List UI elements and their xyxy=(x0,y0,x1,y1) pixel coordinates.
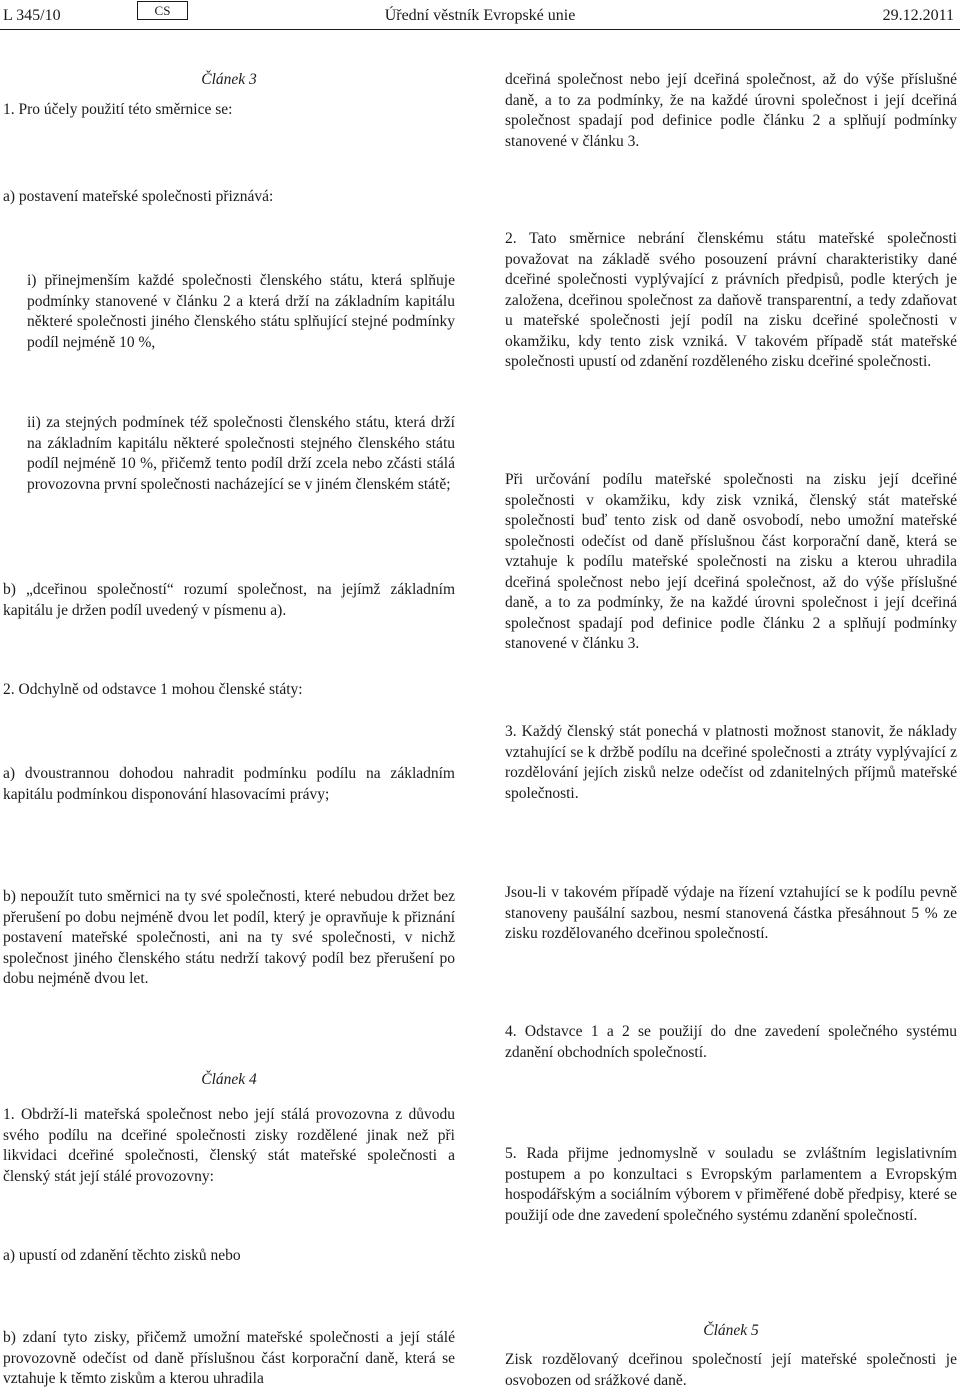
article-3-point-a-ii: ii) za stejných podmínek též společnosti členského státu, která drží na základním kapitálu některé společnosti stejného členského státu podíl nejméně 10 %, přičemž tento podíl drží zcela nebo zčásti stálá provozovna první společnosti nacházející se v jiném členském státě; xyxy=(27,414,455,493)
article-4-paragraph-1: 1. Obdrží-li mateřská společnost nebo její stálá provozovna z důvodu svého podílu na dceřiné společnosti zisky rozdělené jinak než při likvidaci dceřiné společnosti, členský stát mateřské společnosti a členský stát její stálé provozovny: xyxy=(3,1106,455,1185)
article-3-paragraph-2-point-b: b) nepoužít tuto směrnici na ty své společnosti, které nebudou držet bez přerušení po dobu nejméně dvou let podíl, který je opravňuje k přiznání postavení mateřské společnosti, ani na ty své společnosti, v nichž společnost jiného členského státu nedrží takový podíl bez přerušení po dobu nejméně dvou let. xyxy=(3,888,455,987)
article-4-paragraph-5: 5. Rada přijme jednomyslně v souladu se zvláštním legislativním postupem a po konzultaci s Evropským parlamentem a Evropským hospodářským a sociálním výborem v přiměřené době předpisy, které se použijí ode dne zavedení společného systému zdanění společností. xyxy=(505,1145,957,1224)
article-3-paragraph-2-point-a: a) dvoustrannou dohodou nahradit podmínku podílu na základním kapitálu podmínkou disponování hlasovacími právy; xyxy=(3,765,455,803)
page-reference: L 345/10 xyxy=(3,7,61,24)
article-4-paragraph-3: 3. Každý členský stát ponechá v platnosti možnost stanovit, že náklady vztahující se k držbě podílu na dceřiné společnosti a ztráty vyplývající z rozdělování jejích zisků nelze odečíst od zdanitelných příjmů mateřské společnosti. xyxy=(505,723,957,802)
article-4-title: Článek 4 xyxy=(201,1071,257,1088)
journal-title: Úřední věstník Evropské unie xyxy=(384,7,576,24)
publication-date: 29.12.2011 xyxy=(882,7,954,24)
article-5-text: Zisk rozdělovaný dceřinou společností její mateřské společnosti je osvobozen od srážkové daně. xyxy=(505,1351,957,1389)
article-4-paragraph-2-subparagraph: Při určování podílu mateřské společnosti na zisku její dceřiné společnosti v okamžiku, kdy zisk vzniká, členský stát mateřské společnosti buď tento zisk od daně osvobodí, nebo umožní mateřské společnosti odečíst od daně příslušnou část korporační daně, která se vztahuje k podílu mateřské společnosti na zisku a kterou uhradila dceřiná společnost nebo její dceřiná společnost, až do výše příslušné daně, a to za podmínky, že na každé úrovni společnost i její dceřiná společnost spadají pod definice podle článku 2 a splňují podmínky stanovené v článku 3. xyxy=(505,471,957,652)
article-5-title: Článek 5 xyxy=(703,1322,759,1339)
article-3-paragraph-2: 2. Odchylně od odstavce 1 mohou členské státy: xyxy=(3,681,303,698)
article-3-title: Článek 3 xyxy=(201,71,257,88)
article-4-continuation: dceřiná společnost nebo její dceřiná společnost, až do výše příslušné daně, a to za podmínky, že na každé úrovni společnost i její dceřiná společnost spadají pod definice podle článku 2 a splňují podmínky stanovené v článku 3. xyxy=(505,71,957,150)
article-4-point-b: b) zdaní tyto zisky, přičemž umožní mateřské společnosti a její stálé provozovně odečíst od daně příslušnou část korporační daně, která se vztahuje k těmto ziskům a kterou uhradila xyxy=(3,1329,455,1387)
article-3-paragraph-1: 1. Pro účely použití této směrnice se: xyxy=(3,101,233,118)
language-badge: CS xyxy=(137,1,188,20)
article-3-point-b: b) „dceřinou společností“ rozumí společnost, na jejímž základním kapitálu je držen podíl uvedený v písmenu a). xyxy=(3,581,455,619)
article-4-paragraph-4: 4. Odstavce 1 a 2 se použijí do dne zavedení společného systému zdanění obchodních společností. xyxy=(505,1023,957,1061)
article-3-point-a-i: i) přinejmenším každé společnosti členského státu, která splňuje podmínky stanovené v článku 2 a která drží na základním kapitálu některé společnosti jiného členského státu splňující stejné podmínky podíl nejméně 10 %, xyxy=(27,272,455,351)
article-4-paragraph-2: 2. Tato směrnice nebrání členskému státu mateřské společnosti považovat na základě svého posouzení právní charakteristiky dané dceřiné společnosti vyplývající z právních předpisů, podle kterých je založena, dceřinou společnost za daňově transparentní, a tedy zdaňovat u mateřské společnosti její podíl na zisku dceřiné společnosti v okamžiku, kdy tento zisk vzniká. V takovém případě stát mateřské společnosti upustí od zdanění rozděleného zisku dceřiné společnosti. xyxy=(505,230,957,370)
article-4-point-a: a) upustí od zdanění těchto zisků nebo xyxy=(3,1247,241,1264)
article-3-point-a: a) postavení mateřské společnosti přiznává: xyxy=(3,188,274,205)
header-rule xyxy=(0,29,960,30)
article-4-paragraph-3-subparagraph: Jsou-li v takovém případě výdaje na řízení vztahující se k podílu pevně stanoveny paušální sazbou, nesmí stanovená částka přesáhnout 5 % ze zisku rozdělovaného dceřinou společností. xyxy=(505,884,957,942)
